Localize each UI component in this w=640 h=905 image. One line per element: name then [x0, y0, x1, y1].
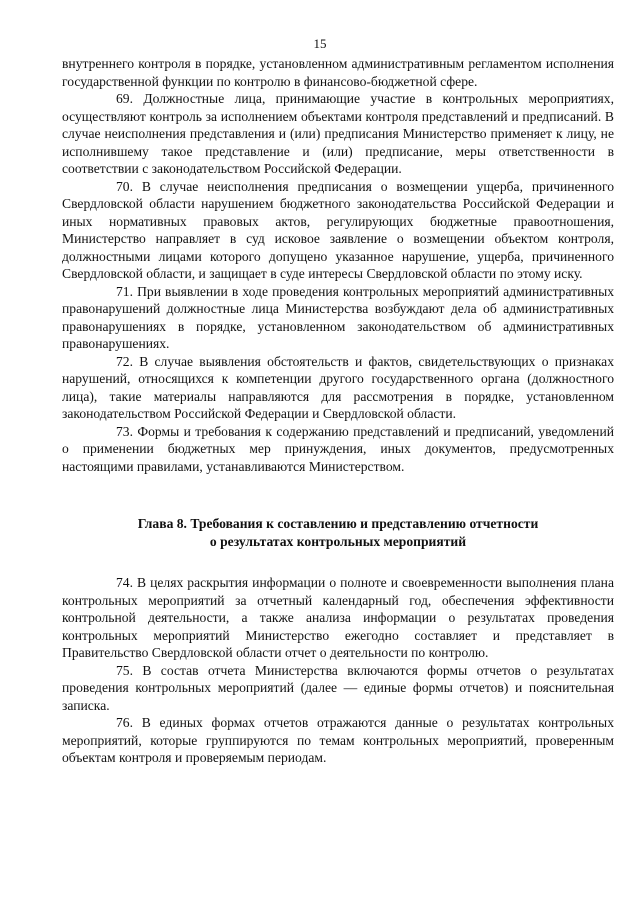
paragraph-69: 69. Должностные лица, принимающие участие в контрольных мероприятиях, осуществляют контроль за исполнением объектами контроля представлений и предписаний. В случае неисполнения представления и (или) предписания Министерство применяет к лицу, не исполнившему такое представление и (или) предписание, меры ответственности в соответствии с законодательством Российской Федерации. — [62, 91, 614, 176]
paragraph-75: 75. В состав отчета Министерства включаются формы отчетов о результатах проведения контрольных мероприятий (далее — единые формы отчетов) и пояснительная записка. — [62, 662, 614, 713]
chapter-title-line-1: Глава 8. Требования к составлению и представлению отчетности — [137, 516, 539, 531]
paragraph-73: 73. Формы и требования к содержанию представлений и предписаний, уведомлений о применении бюджетных мер принуждения, иных документов, предусмотренных настоящими правилами, устанавливаются Министерством. — [62, 423, 614, 474]
document-body — [62, 55, 614, 767]
page-number: 15 — [313, 36, 327, 51]
paragraph-70: 70. В случае неисполнения предписания о возмещении ущерба, причиненного Свердловской области нарушением бюджетного законодательства Российской Федерации и иных нормативных правовых актов, регулирующих бюджетные правоотношения, Министерство направляет в суд исковое заявление о возмещении объектом контроля, должностными лицами которого допущено указанное нарушение, ущерба, причиненного Свердловской области, и защищает в суде интересы Свердловской области по этому иску. — [62, 178, 614, 281]
paragraph-continuation: внутреннего контроля в порядке, установленном административным регламентом исполнения государственной функции по контролю в финансово-бюджетной сфере. — [62, 56, 614, 89]
chapter-title-line-2: о результатах контрольных мероприятий — [209, 533, 467, 549]
paragraph-71: 71. При выявлении в ходе проведения контрольных мероприятий административных правонарушений должностные лица Министерства возбуждают дела об административных правонарушениях в порядке, установленном законодательством об административных правонарушениях. — [62, 283, 614, 351]
paragraph-76: 76. В единых формах отчетов отражаются данные о результатах контрольных мероприятий, которые группируются по темам контрольных мероприятий, проверенным объектам контроля и проверяемым периодам. — [62, 715, 614, 765]
paragraph-74: 74. В целях раскрытия информации о полноте и своевременности выполнения плана контрольных мероприятий за отчетный календарный год, обеспечения эффективности контрольной деятельности, а также анализа информации о результатах проведения контрольных мероприятий Министерство ежегодно составляет и представляет в Правительство Свердловской области отчет о деятельности по контролю. — [62, 575, 614, 660]
paragraph-72: 72. В случае выявления обстоятельств и фактов, свидетельствующих о признаках нарушений, относящихся к компетенции другого государственного органа (должностного лица), такие материалы направляются для рассмотрения в порядке, установленном законодательством Российской Федерации и Свердловской области. — [62, 353, 614, 421]
chapter-heading — [62, 515, 614, 550]
